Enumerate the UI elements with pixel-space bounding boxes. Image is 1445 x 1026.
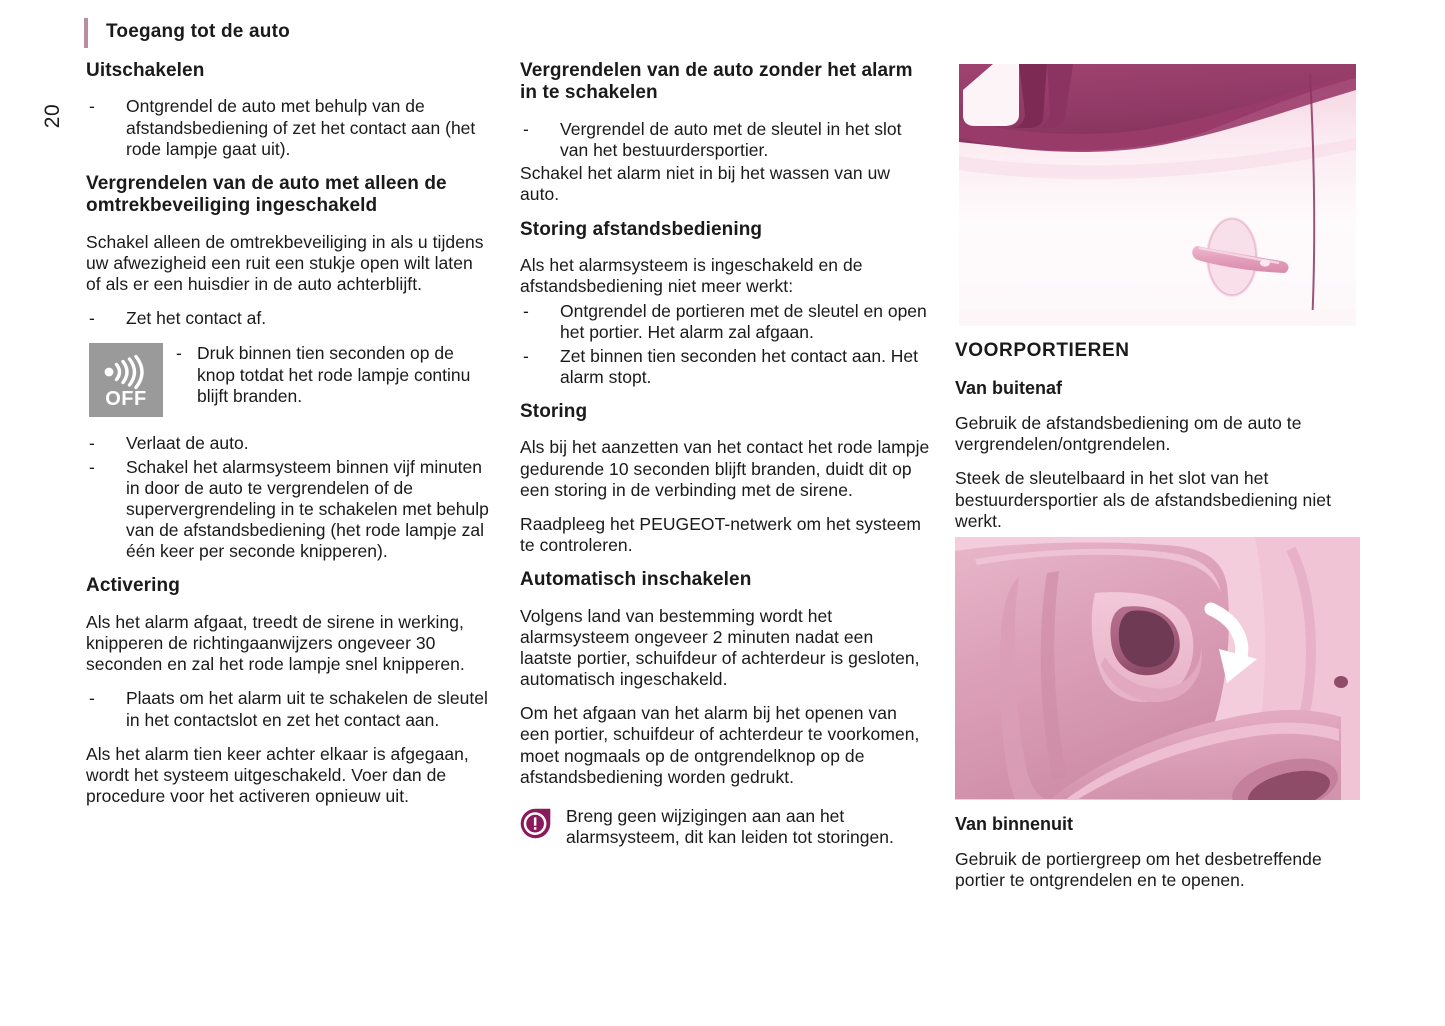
list-uitschakelen (86, 96, 490, 160)
paragraph-van-binnenuit: Gebruik de portiergreep om het desbetreffende portier te ontgrendelen en te openen. (955, 849, 1322, 891)
list-alarm-uitschakelen (86, 688, 490, 730)
alarm-off-pictogram (89, 343, 163, 417)
list-contact-af (86, 308, 490, 329)
list-item: - Zet het contact af. (86, 308, 490, 329)
paragraph-van-buitenaf-1: Gebruik de afstandsbediening om de auto te vergrendelen/ontgrendelen. (955, 413, 1302, 455)
paragraph-wassen: Schakel het alarm niet in bij het wassen van uw auto. (520, 163, 891, 205)
heading-van-buitenaf: Van buitenaf (955, 377, 1063, 398)
list-item: - Verlaat de auto. (86, 433, 490, 454)
paragraph-storing-2: Raadpleeg het PEUGEOT-netwerk om het systeem te controleren. (520, 513, 921, 556)
list-vergrendel-sleutel (520, 119, 930, 161)
list-storing-afstandsbediening (520, 301, 930, 388)
page-title: Toegang tot de auto (106, 21, 290, 42)
heading-storing-afstandsbediening: Storing afstandsbediening (520, 218, 763, 240)
column-right (955, 340, 1360, 532)
header-accent-bar (84, 18, 88, 48)
paragraph-automatisch-1: Volgens land van bestemming wordt het alarmsysteem ongeveer 2 minuten nadat een laatste portier, schuifdeur of achterdeur is gesloten, automatisch ingeschakeld. (520, 605, 920, 690)
column-left (86, 60, 490, 807)
front-door-interior-handle-illustration (955, 537, 1360, 800)
caution-note (520, 806, 930, 848)
alarm-off-instruction: - Druk binnen tien seconden op de knop totdat het rode lampje continu blijft branden. (163, 343, 490, 407)
paragraph-omtrekbeveiliging: Schakel alleen de omtrekbeveiliging in als u tijdens uw afwezigheid een ruit een stukje open wilt laten of als er een huisdier in de auto achterblijft. (86, 231, 484, 295)
paragraph-activering: Als het alarm afgaat, treedt de sirene in werking, knipperen de richtingaanwijzers ongeveer 30 seconden en zal het rode lampje snel knipperen. (86, 611, 465, 675)
alarm-off-pictogram-block (86, 343, 490, 417)
paragraph-storing-1: Als bij het aanzetten van het contact het rode lampje gedurende 10 seconden blijft branden, duidt dit op een storing in de verbinding met de sirene. (520, 437, 930, 500)
list-item: - Vergrendel de auto met de sleutel in het slot van het bestuurdersportier. (520, 119, 930, 161)
heading-storing: Storing (520, 400, 588, 422)
front-door-exterior-handle-illustration (955, 60, 1360, 330)
heading-vergrendelen-zonder-alarm: Vergrendelen van de auto zonder het alarm in te schakelen (520, 60, 913, 104)
heading-uitschakelen: Uitschakelen (86, 60, 205, 81)
heading-activering: Activering (86, 575, 180, 597)
list-item: - Plaats om het alarm uit te schakelen de sleutel in het contactslot en zet het contact aan. (86, 688, 490, 730)
column-right-lower (955, 814, 1360, 892)
running-header (84, 18, 290, 48)
paragraph-van-buitenaf-2: Steek de sleutelbaard in het slot van het bestuurdersportier als de afstandsbediening niet werkt. (955, 468, 1331, 531)
page-number: 20 (41, 103, 64, 129)
paragraph-tien-keer: Als het alarm tien keer achter elkaar is afgegaan, wordt het systeem uitgeschakeld. Voer dan de procedure voor het activeren opnieuw uit. (86, 743, 469, 807)
list-item: - Ontgrendel de auto met behulp van de afstandsbediening of zet het contact aan (het rode lampje gaat uit). (86, 96, 490, 160)
list-item: - Ontgrendel de portieren met de sleutel en open het portier. Het alarm zal afgaan. (520, 301, 930, 343)
list-na-pictogram (86, 433, 490, 562)
caution-text: Breng geen wijzigingen aan aan het alarmsysteem, dit kan leiden tot storingen. (566, 805, 894, 848)
column-middle (520, 60, 930, 848)
caution-exclamation-icon (520, 808, 551, 839)
list-item: - Schakel het alarmsysteem binnen vijf minuten in door de auto te vergrendelen of de supervergrendeling in te schakelen met behulp van de afstandsbediening (het rode lampje zal één keer per seconde knipperen). (86, 457, 490, 563)
heading-vergrendelen-omtrekbeveiliging: Vergrendelen van de auto met alleen de omtrekbeveiliging ingeschakeld (86, 172, 447, 217)
paragraph-storing-afstandsbediening: Als het alarmsysteem is ingeschakeld en de afstandsbediening niet meer werkt: (520, 254, 863, 297)
heading-voorportieren: VOORPORTIEREN (955, 340, 1130, 361)
svg-text:OFF: OFF (105, 388, 147, 411)
list-item: - Zet binnen tien seconden het contact aan. Het alarm stopt. (520, 346, 930, 388)
heading-van-binnenuit: Van binnenuit (955, 814, 1074, 834)
paragraph-automatisch-2: Om het afgaan van het alarm bij het openen van een portier, schuifdeur of achterdeur te voorkomen, moet nogmaals op de ontgrendelknop op de afstandsbediening worden gedrukt. (520, 703, 920, 787)
heading-automatisch-inschakelen: Automatisch inschakelen (520, 569, 752, 591)
